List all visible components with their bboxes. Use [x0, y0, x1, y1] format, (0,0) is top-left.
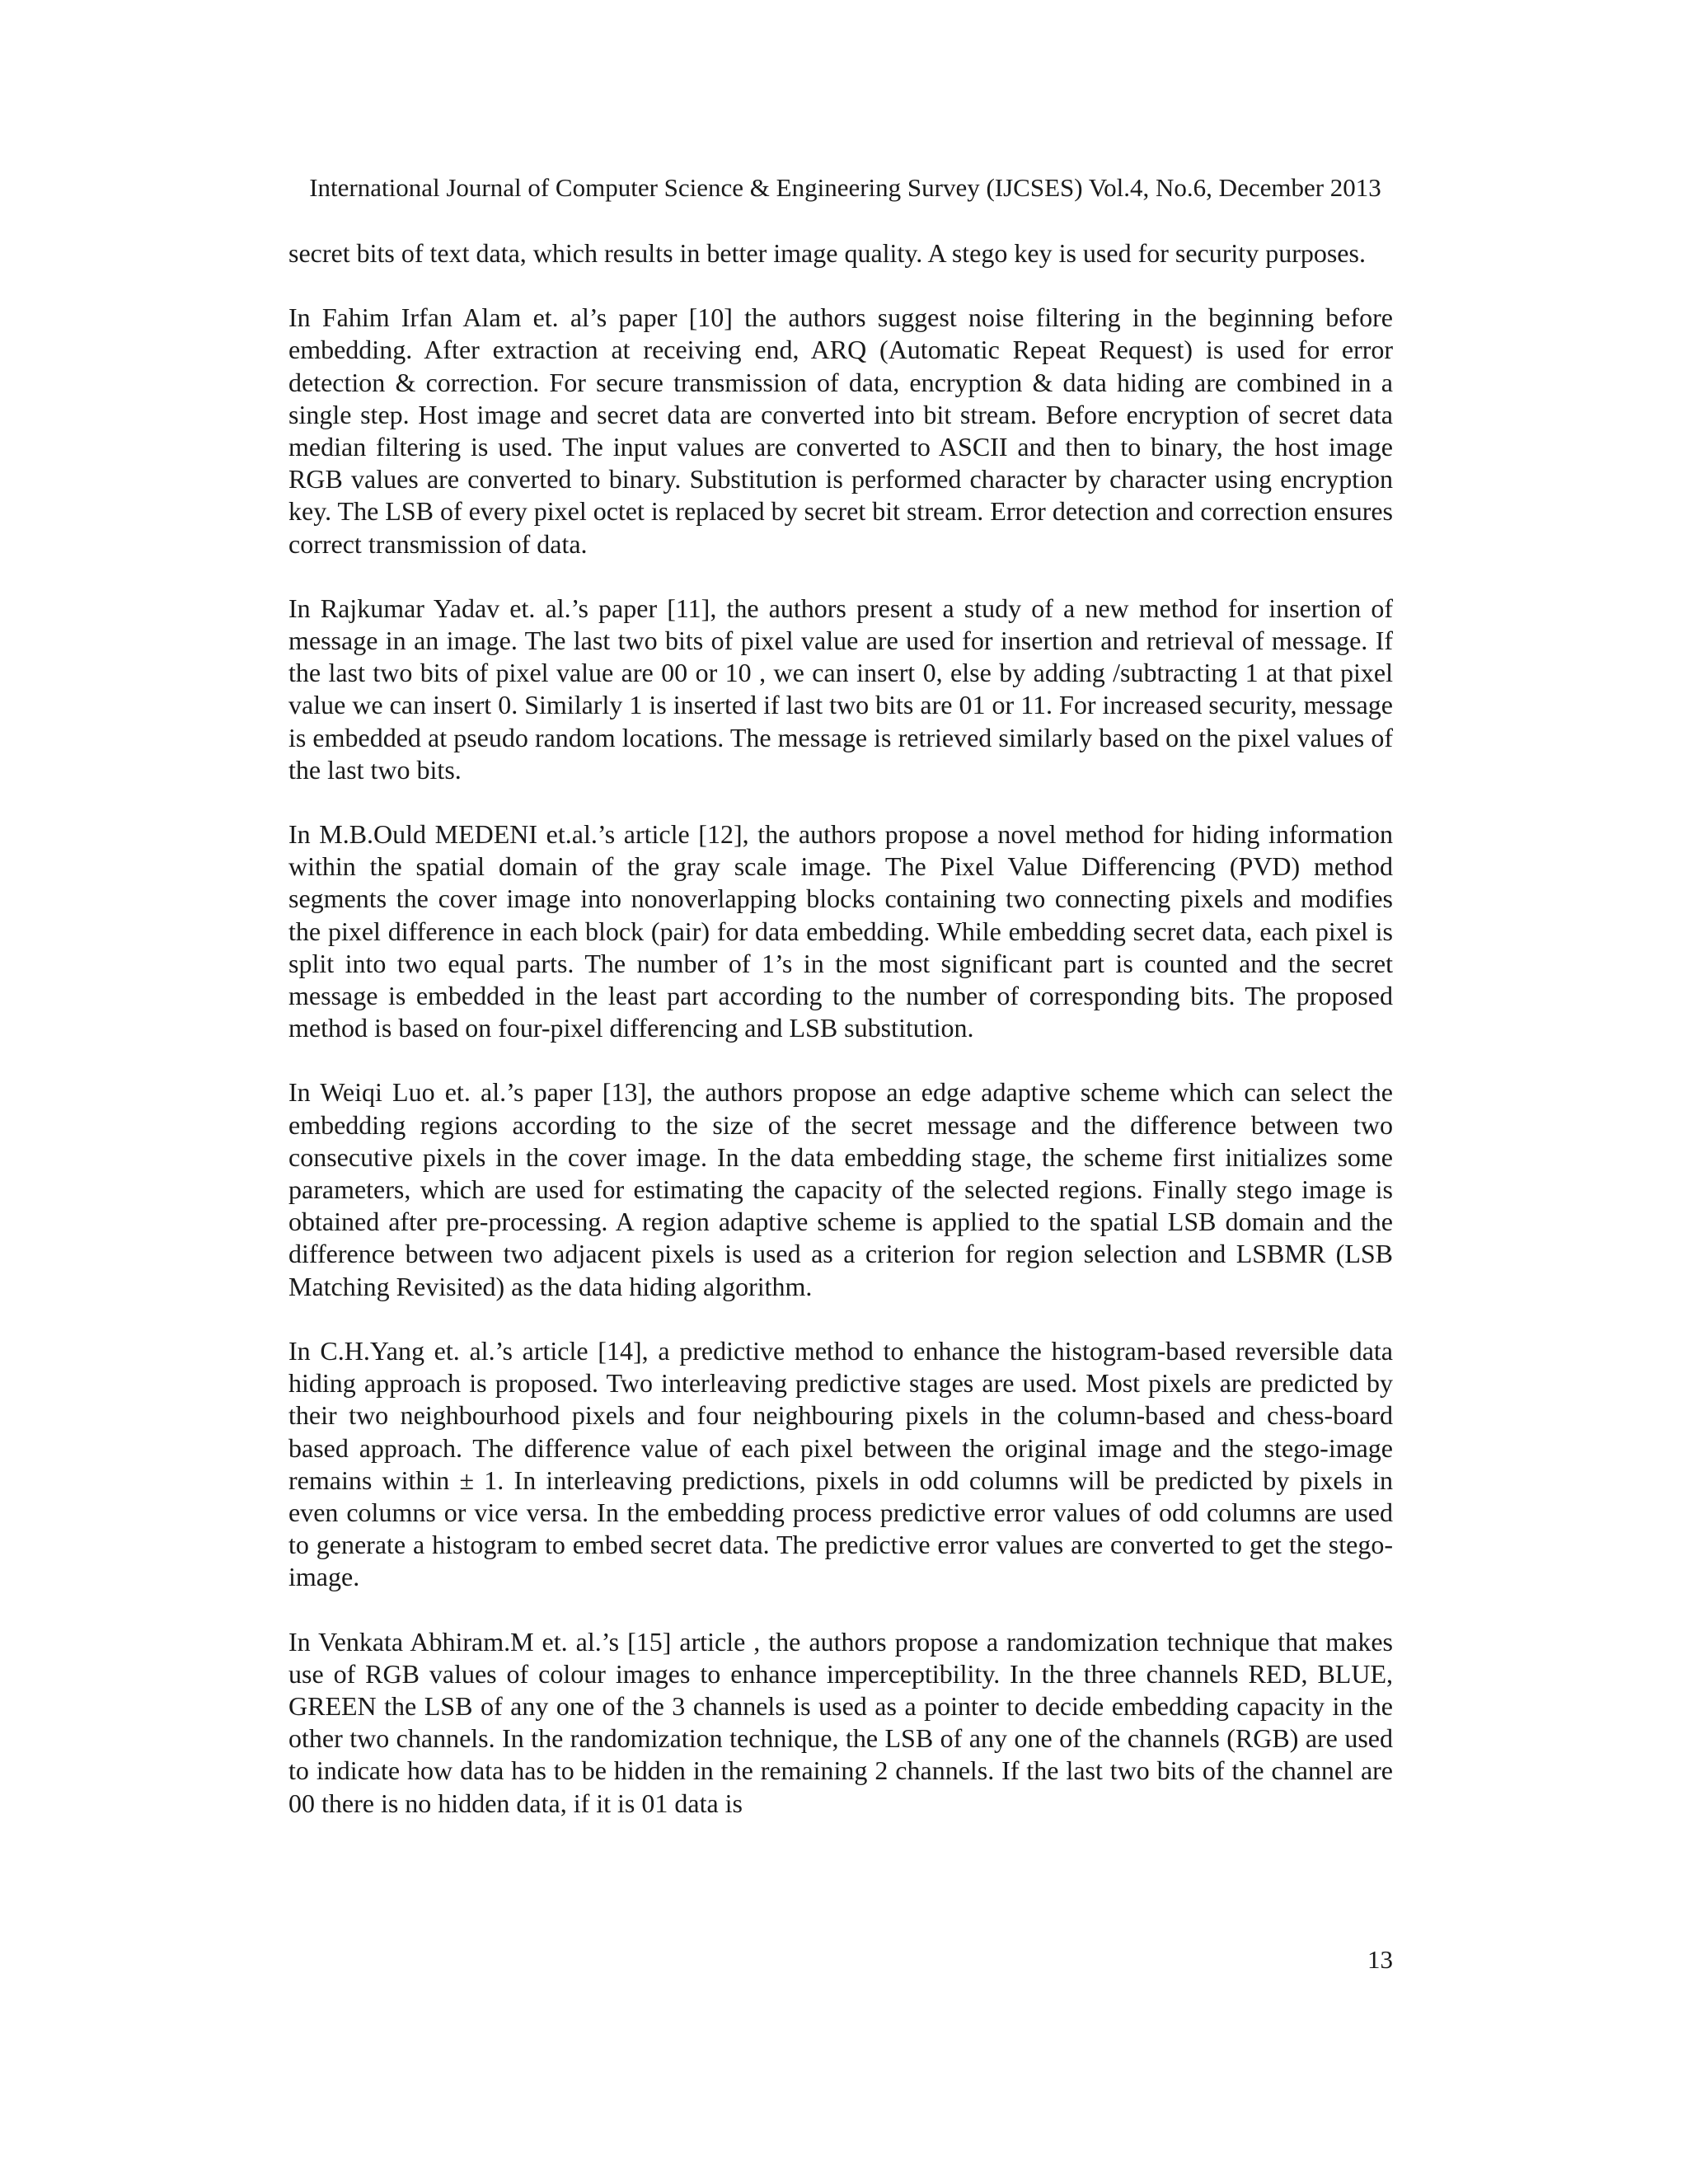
- paragraph-yang: In C.H.Yang et. al.’s article [14], a predictive method to enhance the histogram-based reversible data hiding approach is proposed. Two interleaving predictive stages are used. Most pixels are predicted by their two neighbourhood pixels and four neighbouring pixels in the column-based and chess-board based approach. The difference value of each pixel between the original image and the stego-image remains within ± 1. In interleaving predictions, pixels in odd columns will be predicted by pixels in even columns or vice versa. In the embedding process predictive error values of odd columns are used to generate a histogram to embed secret data. The predictive error values are converted to get the stego-image.: [288, 1335, 1393, 1592]
- paragraph-alam: In Fahim Irfan Alam et. al’s paper [10] the authors suggest noise filtering in the beginning before embedding. After extraction at receiving end, ARQ (Automatic Repeat Request) is used for error detection & correction. For secure transmission of data, encryption & data hiding are combined in a single step. Host image and secret data are converted into bit stream. Before encryption of secret data median filtering is used. The input values are converted to ASCII and then to binary, the host image RGB values are converted to binary. Substitution is performed character by character using encryption key. The LSB of every pixel octet is replaced by secret bit stream. Error detection and correction ensures correct transmission of data.: [288, 302, 1393, 559]
- paragraph-luo: In Weiqi Luo et. al.’s paper [13], the authors propose an edge adaptive scheme which can select the embedding regions according to the size of the secret message and the difference between two consecutive pixels in the cover image. In the data embedding stage, the scheme first initializes some parameters, which are used for estimating the capacity of the selected regions. Finally stego image is obtained after pre-processing. A region adaptive scheme is applied to the spatial LSB domain and the difference between two adjacent pixels is used as a criterion for region selection and LSBMR (LSB Matching Revisited) as the data hiding algorithm.: [288, 1077, 1393, 1301]
- page-number: 13: [1367, 1945, 1393, 1974]
- paragraph-abhiram: In Venkata Abhiram.M et. al.’s [15] article , the authors propose a randomization technique that makes use of RGB values of colour images to enhance imperceptibility. In the three channels RED, BLUE, GREEN the LSB of any one of the 3 channels is used as a pointer to decide embedding capacity in the other two channels. In the randomization technique, the LSB of any one of the channels (RGB) are used to indicate how data has to be hidden in the remaining 2 channels. If the last two bits of the channel are 00 there is no hidden data, if it is 01 data is: [288, 1626, 1393, 1818]
- body-text: [288, 237, 1393, 1852]
- paragraph-yadav: In Rajkumar Yadav et. al.’s paper [11], the authors present a study of a new method for insertion of message in an image. The last two bits of pixel value are used for insertion and retrieval of message. If the last two bits of pixel value are 00 or 10 , we can insert 0, else by adding /subtracting 1 at that pixel value we can insert 0. Similarly 1 is inserted if last two bits are 01 or 11. For increased security, message is embedded at pseudo random locations. The message is retrieved similarly based on the pixel values of the last two bits.: [288, 593, 1393, 785]
- running-header-text: International Journal of Computer Science & Engineering Survey (IJCSES) Vol.4, No.6, December 2013: [309, 173, 1381, 202]
- running-header: [0, 171, 1688, 204]
- paragraph-continuation: secret bits of text data, which results in better image quality. A stego key is used for security purposes.: [288, 238, 1366, 268]
- paragraph-medeni: In M.B.Ould MEDENI et.al.’s article [12], the authors propose a novel method for hiding information within the spatial domain of the gray scale image. The Pixel Value Differencing (PVD) method segments the cover image into nonoverlapping blocks containing two connecting pixels and modifies the pixel difference in each block (pair) for data embedding. While embedding secret data, each pixel is split into two equal parts. The number of 1’s in the most significant part is counted and the secret message is embedded in the least part according to the number of corresponding bits. The proposed method is based on four-pixel differencing and LSB substitution.: [288, 819, 1393, 1043]
